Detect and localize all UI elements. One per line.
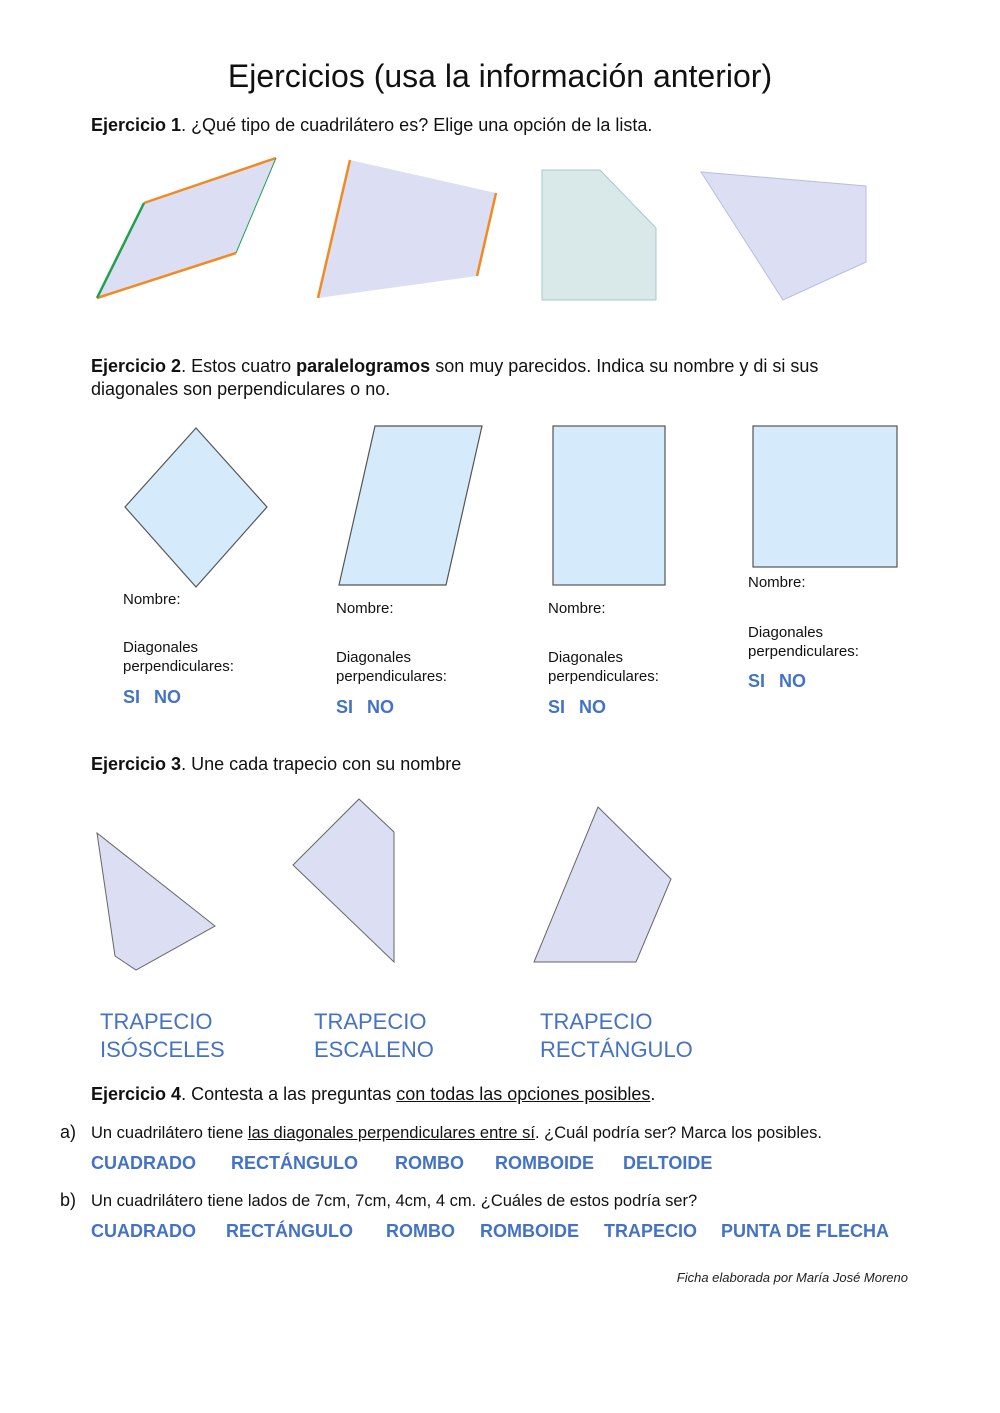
ex2-col2-nombre[interactable]: Nombre: — [336, 600, 394, 617]
exercise-2-instruction — [91, 355, 921, 401]
trapezoid-name-rectangulo[interactable] — [540, 1008, 693, 1064]
ex2-col3-nombre[interactable]: Nombre: — [548, 600, 606, 617]
si-option[interactable]: SI — [548, 697, 566, 717]
exercise-1-text: . ¿Qué tipo de cuadrilátero es? Elige una opción de la lista. — [181, 115, 653, 135]
ex2-col3-answer — [548, 697, 620, 718]
option-b-rombo[interactable]: ROMBO — [386, 1221, 455, 1241]
option-b-cuadrado[interactable]: CUADRADO — [91, 1221, 196, 1241]
ex2-col2-diag — [336, 648, 447, 686]
ex2-parallelogram — [339, 426, 482, 585]
question-a-marker: a) — [60, 1122, 77, 1142]
trapezoid-name-isosceles[interactable] — [100, 1008, 225, 1064]
page-title: Ejercicios (usa la información anterior) — [227, 58, 773, 94]
question-a-text — [91, 1123, 822, 1143]
exercise-3-label: Ejercicio 3 — [91, 754, 182, 774]
no-option[interactable]: NO — [779, 671, 807, 691]
diag-label-1: Diagonales — [336, 649, 412, 666]
exercise-4-text-a: . Contesta a las preguntas — [181, 1084, 397, 1104]
ex2-col1-nombre[interactable]: Nombre: — [123, 591, 181, 608]
diag-label-2: perpendiculares: — [336, 668, 447, 685]
ex2-square-rotated — [125, 428, 267, 587]
ex1-shape-4 — [701, 172, 866, 300]
diag-label-2: perpendiculares: — [548, 668, 659, 685]
ex2-col4-nombre[interactable]: Nombre: — [748, 574, 806, 591]
ex3-trapezoid-3 — [534, 807, 671, 962]
trapezoid-name-line1: TRAPECIO — [540, 1009, 653, 1034]
exercise-3-instruction — [91, 753, 461, 776]
ex1-shape-1 — [97, 158, 276, 298]
si-option[interactable]: SI — [748, 671, 766, 691]
exercise-2-label: Ejercicio 2 — [91, 356, 182, 376]
option-b-romboide[interactable]: ROMBOIDE — [480, 1221, 579, 1241]
ex2-col1-answer — [123, 687, 195, 708]
diag-label-1: Diagonales — [748, 624, 824, 641]
ex3-trapezoid-1 — [97, 833, 215, 970]
ex2-col2-answer — [336, 697, 408, 718]
exercise-2-line2: diagonales son perpendiculares o no. — [91, 379, 391, 399]
question-a-text2: . ¿Cuál podría ser? Marca los posibles. — [534, 1124, 822, 1142]
exercise-2-text-a: . Estos cuatro — [181, 356, 297, 376]
question-a-underlined: las diagonales perpendiculares entre sí — [247, 1124, 535, 1142]
option-b-trapecio[interactable]: TRAPECIO — [604, 1221, 698, 1241]
exercise-4-text-b: . — [650, 1084, 656, 1104]
trapezoid-name-line2: ESCALENO — [314, 1037, 434, 1062]
trapezoid-name-line1: TRAPECIO — [314, 1009, 427, 1034]
ex2-col3-diag — [548, 648, 659, 686]
ex1-shape-2 — [318, 160, 496, 298]
option-a-romboide[interactable]: ROMBOIDE — [495, 1153, 594, 1173]
exercise-4-instruction — [91, 1083, 655, 1106]
option-a-rombo[interactable]: ROMBO — [395, 1153, 464, 1173]
no-option[interactable]: NO — [579, 697, 607, 717]
trapezoid-name-escaleno[interactable] — [314, 1008, 434, 1064]
ex2-col1-diag — [123, 638, 234, 676]
trapezoid-name-line1: TRAPECIO — [100, 1009, 213, 1034]
question-b-marker: b) — [60, 1190, 77, 1210]
exercise-4-underlined: con todas las opciones posibles — [396, 1084, 651, 1104]
diag-label-2: perpendiculares: — [748, 643, 859, 660]
trapezoid-name-line2: RECTÁNGULO — [540, 1037, 693, 1062]
no-option[interactable]: NO — [154, 687, 182, 707]
option-a-deltoide[interactable]: DELTOIDE — [623, 1153, 713, 1173]
no-option[interactable]: NO — [367, 697, 395, 717]
footer-credit: Ficha elaborada por María José Moreno — [676, 1270, 908, 1285]
exercise-4-label: Ejercicio 4 — [91, 1084, 182, 1104]
ex2-rectangle — [553, 426, 665, 585]
exercise-2-bold: paralelogramos — [296, 356, 431, 376]
option-b-punta-de-flecha[interactable]: PUNTA DE FLECHA — [721, 1221, 889, 1241]
option-a-rectangulo[interactable]: RECTÁNGULO — [231, 1153, 358, 1173]
diag-label-2: perpendiculares: — [123, 658, 234, 675]
ex3-trapezoid-2 — [293, 799, 394, 962]
exercise-1-label: Ejercicio 1 — [91, 115, 182, 135]
si-option[interactable]: SI — [123, 687, 141, 707]
ex1-shape-3 — [542, 170, 656, 300]
ex2-col4-answer — [748, 671, 820, 692]
exercise-2-text-b: son muy parecidos. Indica su nombre y di si sus — [430, 356, 819, 376]
question-b-text: Un cuadrilátero tiene lados de 7cm, 7cm, 4cm, 4 cm. ¿Cuáles de estos podría ser? — [91, 1192, 698, 1210]
diag-label-1: Diagonales — [123, 639, 199, 656]
question-a-text1: Un cuadrilátero tiene — [91, 1124, 248, 1142]
ex2-square — [753, 426, 897, 567]
option-b-rectangulo[interactable]: RECTÁNGULO — [226, 1221, 353, 1241]
diag-label-1: Diagonales — [548, 649, 624, 666]
exercise-3-text: . Une cada trapecio con su nombre — [181, 754, 462, 774]
trapezoid-name-line2: ISÓSCELES — [100, 1037, 225, 1062]
ex2-col4-diag — [748, 623, 859, 661]
si-option[interactable]: SI — [336, 697, 354, 717]
option-a-cuadrado[interactable]: CUADRADO — [91, 1153, 196, 1173]
